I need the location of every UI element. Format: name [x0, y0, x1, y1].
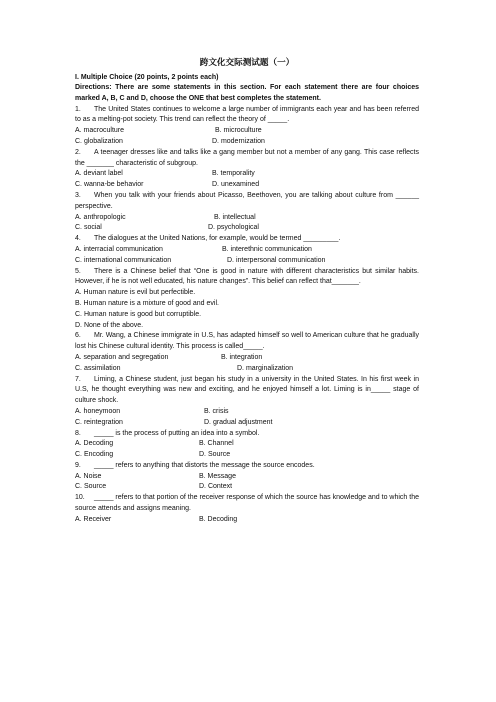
question-stem: [75, 148, 419, 170]
answer-option: C. assimilation: [75, 364, 121, 372]
question-number: 1.: [75, 105, 81, 113]
answer-option: A. macroculture: [75, 127, 125, 135]
question-text: _____ refers to that portion of the receiver response of which the source has knowledge and to which the source attends and assigns meaning.: [75, 494, 419, 513]
question-number: 9.: [75, 461, 81, 469]
question-stem: [75, 267, 419, 289]
answer-option: B. crisis: [204, 407, 229, 415]
answer-option: D. None of the above.: [75, 321, 144, 329]
question-number: 10.: [75, 494, 85, 502]
section-heading: I. Multiple Choice (20 points, 2 points each): [75, 74, 219, 81]
answer-option: A. Human nature is evil but perfectible.: [75, 289, 196, 297]
answer-option: D. unexamined: [212, 181, 260, 189]
answer-option: C. wanna-be behavior: [75, 181, 144, 189]
question-text: _____ is the process of putting an idea into a symbol.: [94, 429, 260, 437]
answer-option-row: [75, 169, 419, 180]
answer-option: D. gradual adjustment: [204, 418, 273, 426]
answer-option-row: [75, 223, 419, 234]
answer-option: B. microculture: [215, 127, 262, 135]
answer-option: D. Context: [199, 483, 233, 491]
answer-option-row: [75, 407, 419, 418]
answer-option-row: [75, 137, 419, 148]
question-stem: [75, 461, 419, 472]
answer-option: A. Noise: [75, 472, 102, 480]
answer-option: C. international communication: [75, 256, 172, 264]
answer-option-row: [75, 472, 419, 483]
answer-option: B. Decoding: [199, 515, 238, 523]
question-stem: [75, 105, 419, 127]
answer-option: C. social: [75, 224, 102, 232]
question-stem: [75, 429, 419, 440]
answer-option: B. integration: [221, 353, 263, 361]
answer-option: D. interpersonal communication: [227, 256, 326, 264]
answer-option: A. separation and segregation: [75, 353, 169, 361]
page-title: 跨文化交际测试题（一）: [199, 58, 295, 68]
answer-option: B. interethnic communication: [222, 245, 312, 253]
question-text: When you talk with your friends about Picasso, Beethoven, you are talking about culture from ______ perspective.: [75, 191, 419, 210]
answer-option: A. interracial communication: [75, 245, 163, 253]
question-text: The dialogues at the United Nations, for example, would be termed _________.: [94, 235, 341, 243]
answer-option-row: [75, 213, 419, 224]
answer-option: B. Channel: [199, 440, 234, 448]
answer-option: B. intellectual: [214, 213, 256, 221]
question-stem: [75, 493, 419, 515]
answer-option-row: [75, 482, 419, 493]
question-text: _____ refers to anything that distorts the message the source encodes.: [94, 461, 315, 469]
answer-option-row: [75, 126, 419, 137]
question-text: Liming, a Chinese student, just began his study in a university in the United States. In his first week in U.S, he thought everything was new and exciting, and he enjoyed himself a lot. Liming is in_____ stage of culture shock.: [75, 375, 419, 405]
question-text: There is a Chinese belief that “One is good in nature with different characteristics but similar habits. However, if he is not well educated, his nature changes”. This belief can reflect that_______.: [75, 267, 419, 286]
answer-option: C. Human nature is good but corruptible.: [75, 310, 202, 318]
answer-option: C. reintegration: [75, 418, 123, 426]
answer-option: C. globalization: [75, 137, 123, 145]
answer-option-row: [75, 515, 419, 526]
answer-option: A. deviant label: [75, 170, 123, 178]
answer-option: A. anthropologic: [75, 213, 126, 221]
question-stem: [75, 375, 419, 407]
answer-option: C. Encoding: [75, 451, 114, 459]
question-number: 4.: [75, 235, 81, 243]
answer-option: A. honeymoon: [75, 407, 121, 415]
question-text: Mr. Wang, a Chinese immigrate in U.S, has adapted himself so well to American culture that he gradually lost his Chinese cultural identity. This process is called_____.: [75, 332, 419, 351]
question-number: 6.: [75, 332, 81, 340]
answer-option: D. Source: [199, 451, 231, 459]
question-number: 7.: [75, 375, 81, 383]
question-text: The United States continues to welcome a large number of immigrants each year and has been referred to as a melting-pot society. This trend can reflect the theory of _____.: [75, 105, 419, 124]
answer-option-row: [75, 180, 419, 191]
question-stem: [75, 191, 419, 213]
answer-option: D. psychological: [208, 224, 259, 232]
answer-option-row: [75, 418, 419, 429]
answer-option: B. temporality: [212, 170, 255, 178]
question-number: 5.: [75, 267, 81, 275]
question-stem: [75, 331, 419, 353]
answer-option: B. Human nature is a mixture of good and evil.: [75, 299, 219, 307]
question-list: [75, 105, 419, 526]
document-page: [75, 57, 419, 526]
answer-option: C. Source: [75, 483, 107, 491]
directions-text: Directions: There are some statements in this section. For each statement there are four choices marked A, B, C and D, choose the ONE that best completes the statement.: [75, 84, 419, 102]
answer-option-row: [75, 353, 419, 364]
question-stem: [75, 234, 419, 245]
answer-option-row: [75, 245, 419, 256]
question-number: 3.: [75, 191, 81, 199]
answer-option: B. Message: [199, 472, 236, 480]
answer-option-row: [75, 256, 419, 267]
question-number: 8.: [75, 429, 81, 437]
answer-option: A. Decoding: [75, 440, 114, 448]
question-number: 2.: [75, 148, 81, 156]
answer-option-row: [75, 450, 419, 461]
answer-option-row: [75, 439, 419, 450]
answer-option: D. marginalization: [237, 364, 294, 372]
answer-option: A. Receiver: [75, 515, 112, 523]
question-text: A teenager dresses like and talks like a gang member but not a member of any gang. This case reflects the _______ characteristic of subgroup.: [75, 148, 419, 167]
answer-option-row: [75, 364, 419, 375]
answer-option: D. modernization: [212, 137, 265, 145]
